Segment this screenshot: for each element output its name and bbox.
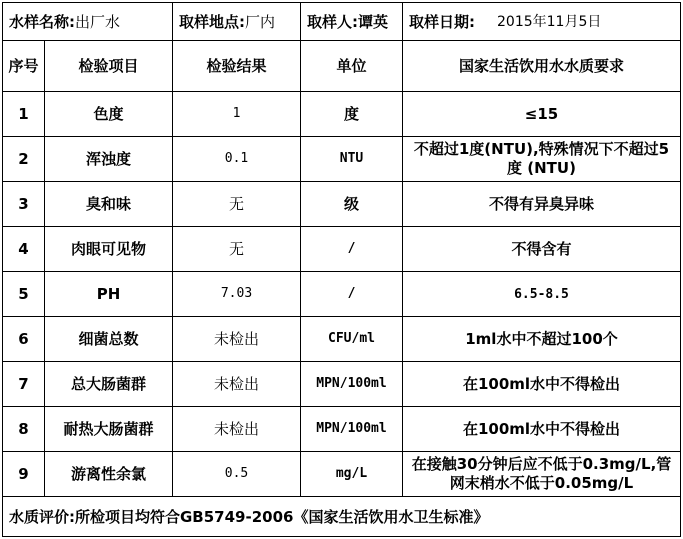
cell-standard[interactable]: 不超过1度(NTU),特殊情况下不超过5度 (NTU): [403, 137, 681, 181]
cell-item[interactable]: 肉眼可见物: [45, 227, 173, 271]
water-quality-report: [2, 2, 681, 537]
table-row: [2, 317, 681, 362]
sample-name-cell[interactable]: [3, 3, 173, 40]
evaluation-row: [2, 497, 681, 537]
cell-item[interactable]: 臭和味: [45, 182, 173, 226]
cell-unit[interactable]: MPN/100ml: [301, 362, 403, 406]
col-header-no[interactable]: 序号: [3, 41, 45, 91]
cell-no[interactable]: 7: [3, 362, 45, 406]
col-header-result[interactable]: 检验结果: [173, 41, 301, 91]
cell-result[interactable]: 0.1: [173, 137, 301, 181]
sample-info-row: [2, 2, 681, 41]
cell-standard[interactable]: 不得有异臭异味: [403, 182, 681, 226]
cell-result[interactable]: 未检出: [173, 362, 301, 406]
cell-standard[interactable]: 1ml水中不超过100个: [403, 317, 681, 361]
cell-no[interactable]: 2: [3, 137, 45, 181]
cell-no[interactable]: 4: [3, 227, 45, 271]
date-cell[interactable]: [403, 3, 681, 40]
cell-unit[interactable]: 度: [301, 92, 403, 136]
cell-item[interactable]: 细菌总数: [45, 317, 173, 361]
cell-standard[interactable]: ≤15: [403, 92, 681, 136]
cell-standard[interactable]: 6.5-8.5: [403, 272, 681, 316]
cell-result[interactable]: 无: [173, 227, 301, 271]
date-label: 取样日期:: [409, 12, 475, 31]
cell-no[interactable]: 3: [3, 182, 45, 226]
cell-item[interactable]: 游离性余氯: [45, 452, 173, 496]
cell-unit[interactable]: /: [301, 272, 403, 316]
table-row: [2, 182, 681, 227]
cell-result[interactable]: 无: [173, 182, 301, 226]
data-rows: [2, 92, 681, 497]
cell-item[interactable]: 总大肠菌群: [45, 362, 173, 406]
cell-unit[interactable]: mg/L: [301, 452, 403, 496]
location-value: 厂内: [245, 12, 276, 31]
cell-no[interactable]: 5: [3, 272, 45, 316]
cell-standard[interactable]: 不得含有: [403, 227, 681, 271]
cell-result[interactable]: 未检出: [173, 407, 301, 451]
cell-item[interactable]: 浑浊度: [45, 137, 173, 181]
cell-item[interactable]: PH: [45, 272, 173, 316]
table-row: [2, 362, 681, 407]
cell-no[interactable]: 8: [3, 407, 45, 451]
sample-name-value: 出厂水: [75, 12, 121, 31]
cell-no[interactable]: 9: [3, 452, 45, 496]
table-row: [2, 227, 681, 272]
cell-result[interactable]: 未检出: [173, 317, 301, 361]
cell-unit[interactable]: NTU: [301, 137, 403, 181]
date-value: 2015年11月5日: [497, 13, 602, 30]
col-header-standard[interactable]: 国家生活饮用水水质要求: [403, 41, 681, 91]
cell-unit[interactable]: /: [301, 227, 403, 271]
table-row: [2, 272, 681, 317]
sampler-cell[interactable]: [301, 3, 403, 40]
cell-item[interactable]: 耐热大肠菌群: [45, 407, 173, 451]
cell-unit[interactable]: MPN/100ml: [301, 407, 403, 451]
cell-result[interactable]: 7.03: [173, 272, 301, 316]
cell-item[interactable]: 色度: [45, 92, 173, 136]
col-header-unit[interactable]: 单位: [301, 41, 403, 91]
sampler-value: 谭英: [358, 12, 389, 31]
location-cell[interactable]: [173, 3, 301, 40]
cell-standard[interactable]: 在100ml水中不得检出: [403, 407, 681, 451]
sampler-label: 取样人:: [307, 12, 358, 31]
cell-unit[interactable]: 级: [301, 182, 403, 226]
cell-no[interactable]: 6: [3, 317, 45, 361]
table-row: [2, 92, 681, 137]
table-row: [2, 452, 681, 497]
cell-no[interactable]: 1: [3, 92, 45, 136]
cell-standard[interactable]: 在100ml水中不得检出: [403, 362, 681, 406]
table-row: [2, 407, 681, 452]
table-row: [2, 137, 681, 182]
column-header-row: [2, 41, 681, 92]
cell-result[interactable]: 1: [173, 92, 301, 136]
cell-standard[interactable]: 在接触30分钟后应不低于0.3mg/L,管网末梢水不低于0.05mg/L: [403, 452, 681, 496]
location-label: 取样地点:: [179, 12, 245, 31]
cell-result[interactable]: 0.5: [173, 452, 301, 496]
evaluation-text[interactable]: 水质评价:所检项目均符合GB5749-2006《国家生活饮用水卫生标准》: [3, 497, 681, 536]
cell-unit[interactable]: CFU/ml: [301, 317, 403, 361]
col-header-item[interactable]: 检验项目: [45, 41, 173, 91]
sample-name-label: 水样名称:: [9, 12, 75, 31]
